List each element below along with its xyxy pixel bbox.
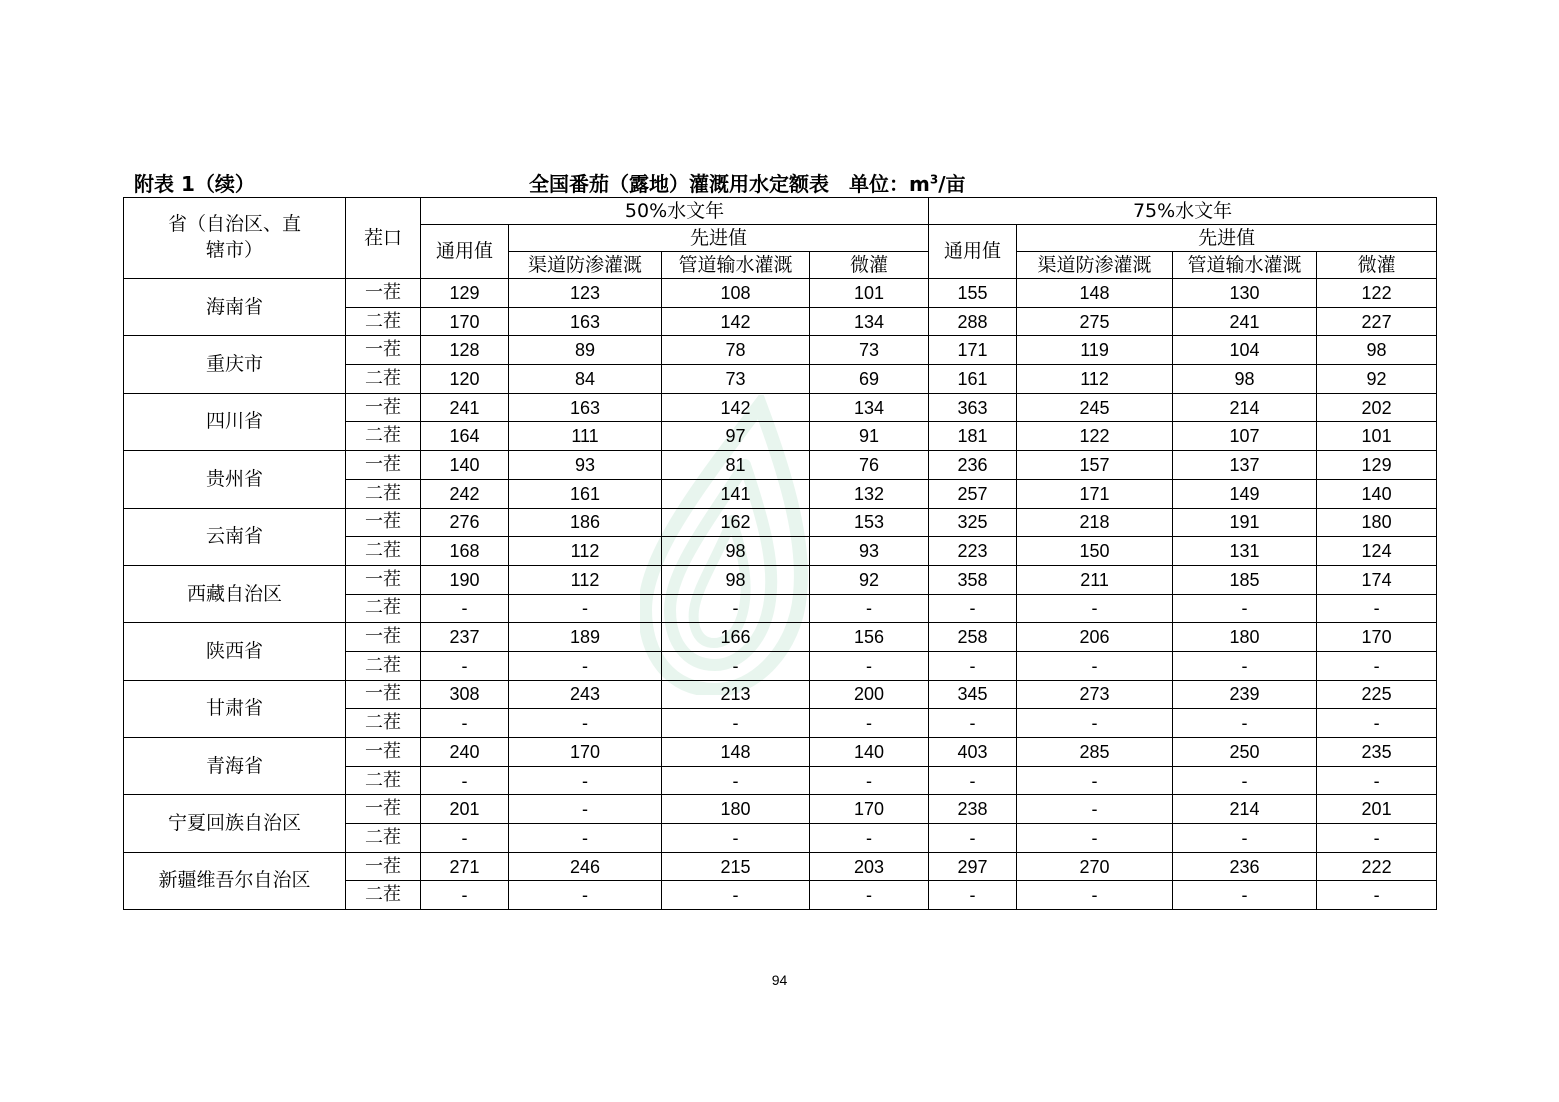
value-cell: 218 [1017,508,1173,537]
value-cell: 81 [662,451,810,480]
value-cell: - [1317,709,1437,738]
table-body [124,279,1437,910]
province-cell: 甘肃省 [124,680,346,737]
province-cell: 西藏自治区 [124,565,346,622]
province-cell: 重庆市 [124,336,346,393]
header-pipe-50: 管道输水灌溉 [662,252,810,279]
unit-tail: /亩 [938,172,966,196]
value-cell: - [1017,881,1173,910]
value-cell: 211 [1017,565,1173,594]
crop-cell: 二茬 [346,881,421,910]
value-cell: 142 [662,307,810,336]
value-cell: - [509,795,662,824]
crop-cell: 二茬 [346,709,421,738]
value-cell: 171 [929,336,1017,365]
value-cell: 98 [662,537,810,566]
crop-cell: 二茬 [346,824,421,853]
value-cell: 325 [929,508,1017,537]
table-title [529,168,966,197]
value-cell: 149 [1173,479,1317,508]
value-cell: 345 [929,680,1017,709]
value-cell: - [1173,651,1317,680]
value-cell: 202 [1317,393,1437,422]
crop-cell: 一茬 [346,623,421,652]
value-cell: 215 [662,852,810,881]
value-cell: 170 [810,795,929,824]
value-cell: - [509,594,662,623]
value-cell: 111 [509,422,662,451]
value-cell: 161 [929,365,1017,394]
value-cell: - [1017,594,1173,623]
value-cell: 164 [421,422,509,451]
value-cell: 243 [509,680,662,709]
value-cell: - [509,651,662,680]
crop-cell: 一茬 [346,565,421,594]
value-cell: - [509,881,662,910]
header-general-75: 通用值 [929,225,1017,279]
value-cell: 129 [421,279,509,308]
value-cell: 168 [421,537,509,566]
header-micro-50: 微灌 [810,252,929,279]
header-canal-50: 渠道防渗灌溉 [509,252,662,279]
value-cell: - [929,651,1017,680]
table-row [124,852,1437,881]
crop-cell: 一茬 [346,680,421,709]
value-cell: 124 [1317,537,1437,566]
value-cell: 227 [1317,307,1437,336]
value-cell: 112 [509,565,662,594]
header-75-percent-year: 75%水文年 [929,198,1437,225]
value-cell: 285 [1017,738,1173,767]
table-row [124,508,1437,537]
value-cell: 98 [1173,365,1317,394]
value-cell: 237 [421,623,509,652]
value-cell: 134 [810,393,929,422]
value-cell: - [1317,824,1437,853]
value-cell: - [1173,709,1317,738]
value-cell: - [421,824,509,853]
value-cell: 235 [1317,738,1437,767]
table-row [124,393,1437,422]
value-cell: - [662,766,810,795]
value-cell: 297 [929,852,1017,881]
crop-cell: 二茬 [346,594,421,623]
value-cell: 180 [1317,508,1437,537]
value-cell: 91 [810,422,929,451]
value-cell: 276 [421,508,509,537]
table-row [124,565,1437,594]
value-cell: 186 [509,508,662,537]
value-cell: - [929,594,1017,623]
value-cell: 78 [662,336,810,365]
value-cell: 238 [929,795,1017,824]
table-row [124,680,1437,709]
value-cell: 308 [421,680,509,709]
value-cell: 241 [421,393,509,422]
header-province: 省（自治区、直辖市） [124,198,346,279]
value-cell: 225 [1317,680,1437,709]
value-cell: 257 [929,479,1017,508]
header-advanced-50: 先进值 [509,225,929,252]
value-cell: 189 [509,623,662,652]
header-advanced-75: 先进值 [1017,225,1437,252]
value-cell: - [662,651,810,680]
value-cell: 98 [662,565,810,594]
value-cell: 171 [1017,479,1173,508]
province-cell: 四川省 [124,393,346,450]
value-cell: - [929,881,1017,910]
value-cell: 162 [662,508,810,537]
value-cell: 214 [1173,795,1317,824]
value-cell: - [1173,594,1317,623]
header-general-50: 通用值 [421,225,509,279]
value-cell: - [1017,709,1173,738]
crop-cell: 一茬 [346,451,421,480]
value-cell: 148 [662,738,810,767]
table-row [124,279,1437,308]
value-cell: 97 [662,422,810,451]
table-row [124,451,1437,480]
value-cell: 107 [1173,422,1317,451]
value-cell: 104 [1173,336,1317,365]
value-cell: 222 [1317,852,1437,881]
province-cell: 宁夏回族自治区 [124,795,346,852]
value-cell: 89 [509,336,662,365]
value-cell: 236 [1173,852,1317,881]
crop-cell: 二茬 [346,651,421,680]
crop-cell: 二茬 [346,479,421,508]
value-cell: - [1017,824,1173,853]
header-pipe-75: 管道输水灌溉 [1173,252,1317,279]
value-cell: 141 [662,479,810,508]
value-cell: 270 [1017,852,1173,881]
crop-cell: 一茬 [346,508,421,537]
value-cell: - [810,824,929,853]
value-cell: 98 [1317,336,1437,365]
value-cell: 148 [1017,279,1173,308]
value-cell: 73 [662,365,810,394]
value-cell: - [662,594,810,623]
value-cell: 101 [1317,422,1437,451]
value-cell: 170 [421,307,509,336]
value-cell: 240 [421,738,509,767]
province-cell: 云南省 [124,508,346,565]
table-header [124,198,1437,279]
value-cell: 92 [1317,365,1437,394]
value-cell: 214 [1173,393,1317,422]
value-cell: - [1317,594,1437,623]
value-cell: 129 [1317,451,1437,480]
value-cell: 213 [662,680,810,709]
value-cell: 236 [929,451,1017,480]
header-canal-75: 渠道防渗灌溉 [1017,252,1173,279]
value-cell: 201 [421,795,509,824]
value-cell: 403 [929,738,1017,767]
value-cell: - [509,824,662,853]
crop-cell: 二茬 [346,422,421,451]
value-cell: 155 [929,279,1017,308]
value-cell: 76 [810,451,929,480]
value-cell: 92 [810,565,929,594]
value-cell: - [421,594,509,623]
value-cell: - [1173,824,1317,853]
value-cell: - [1317,766,1437,795]
value-cell: - [1017,766,1173,795]
value-cell: - [810,651,929,680]
value-cell: - [1317,651,1437,680]
value-cell: 258 [929,623,1017,652]
value-cell: 239 [1173,680,1317,709]
value-cell: 120 [421,365,509,394]
value-cell: 250 [1173,738,1317,767]
value-cell: 273 [1017,680,1173,709]
value-cell: 200 [810,680,929,709]
value-cell: 128 [421,336,509,365]
value-cell: 170 [509,738,662,767]
value-cell: - [929,766,1017,795]
value-cell: 201 [1317,795,1437,824]
value-cell: 134 [810,307,929,336]
value-cell: 132 [810,479,929,508]
table-row [124,336,1437,365]
value-cell: 185 [1173,565,1317,594]
value-cell: 137 [1173,451,1317,480]
value-cell: - [421,881,509,910]
value-cell: - [810,766,929,795]
value-cell: 112 [509,537,662,566]
value-cell: 122 [1317,279,1437,308]
value-cell: - [810,709,929,738]
value-cell: - [509,709,662,738]
value-cell: 206 [1017,623,1173,652]
value-cell: 93 [509,451,662,480]
header-50-percent-year: 50%水文年 [421,198,929,225]
province-cell: 新疆维吾尔自治区 [124,852,346,909]
value-cell: 140 [421,451,509,480]
value-cell: - [810,594,929,623]
table-row [124,738,1437,767]
value-cell: 163 [509,307,662,336]
value-cell: 181 [929,422,1017,451]
value-cell: 122 [1017,422,1173,451]
value-cell: 156 [810,623,929,652]
value-cell: 241 [1173,307,1317,336]
value-cell: 161 [509,479,662,508]
value-cell: 69 [810,365,929,394]
crop-cell: 一茬 [346,393,421,422]
value-cell: - [421,766,509,795]
value-cell: 180 [662,795,810,824]
value-cell: 191 [1173,508,1317,537]
crop-cell: 一茬 [346,738,421,767]
crop-cell: 一茬 [346,336,421,365]
value-cell: - [929,824,1017,853]
crop-cell: 一茬 [346,795,421,824]
value-cell: 242 [421,479,509,508]
crop-cell: 二茬 [346,766,421,795]
value-cell: - [1317,881,1437,910]
value-cell: - [662,824,810,853]
value-cell: - [1017,795,1173,824]
value-cell: 363 [929,393,1017,422]
value-cell: 246 [509,852,662,881]
unit-superscript: 3 [929,172,939,187]
table-title-text: 全国番茄（露地）灌溉用水定额表 单位：m [529,172,930,196]
value-cell: - [810,881,929,910]
value-cell: 108 [662,279,810,308]
header-crop: 茬口 [346,198,421,279]
value-cell: 163 [509,393,662,422]
value-cell: 142 [662,393,810,422]
value-cell: 130 [1173,279,1317,308]
crop-cell: 二茬 [346,537,421,566]
value-cell: 180 [1173,623,1317,652]
value-cell: 174 [1317,565,1437,594]
table-label: 附表 1（续） [134,172,255,196]
page-number: 94 [771,972,788,988]
province-cell: 海南省 [124,279,346,336]
value-cell: - [509,766,662,795]
value-cell: 150 [1017,537,1173,566]
crop-cell: 二茬 [346,307,421,336]
value-cell: 358 [929,565,1017,594]
value-cell: 153 [810,508,929,537]
value-cell: 271 [421,852,509,881]
value-cell: 190 [421,565,509,594]
value-cell: 157 [1017,451,1173,480]
province-cell: 青海省 [124,738,346,795]
value-cell: 93 [810,537,929,566]
value-cell: - [421,709,509,738]
table-row [124,623,1437,652]
header-micro-75: 微灌 [1317,252,1437,279]
value-cell: 131 [1173,537,1317,566]
value-cell: 112 [1017,365,1173,394]
value-cell: - [1173,881,1317,910]
value-cell: 170 [1317,623,1437,652]
province-cell: 贵州省 [124,451,346,508]
value-cell: 275 [1017,307,1173,336]
value-cell: 288 [929,307,1017,336]
value-cell: 119 [1017,336,1173,365]
value-cell: - [1017,651,1173,680]
value-cell: - [1173,766,1317,795]
value-cell: 245 [1017,393,1173,422]
value-cell: - [421,651,509,680]
value-cell: 203 [810,852,929,881]
value-cell: - [929,709,1017,738]
value-cell: 166 [662,623,810,652]
value-cell: - [662,881,810,910]
crop-cell: 二茬 [346,365,421,394]
value-cell: - [662,709,810,738]
value-cell: 84 [509,365,662,394]
value-cell: 101 [810,279,929,308]
irrigation-quota-table [123,197,1437,910]
value-cell: 223 [929,537,1017,566]
value-cell: 140 [810,738,929,767]
crop-cell: 一茬 [346,279,421,308]
value-cell: 140 [1317,479,1437,508]
crop-cell: 一茬 [346,852,421,881]
province-cell: 陕西省 [124,623,346,680]
value-cell: 123 [509,279,662,308]
table-row [124,795,1437,824]
value-cell: 73 [810,336,929,365]
